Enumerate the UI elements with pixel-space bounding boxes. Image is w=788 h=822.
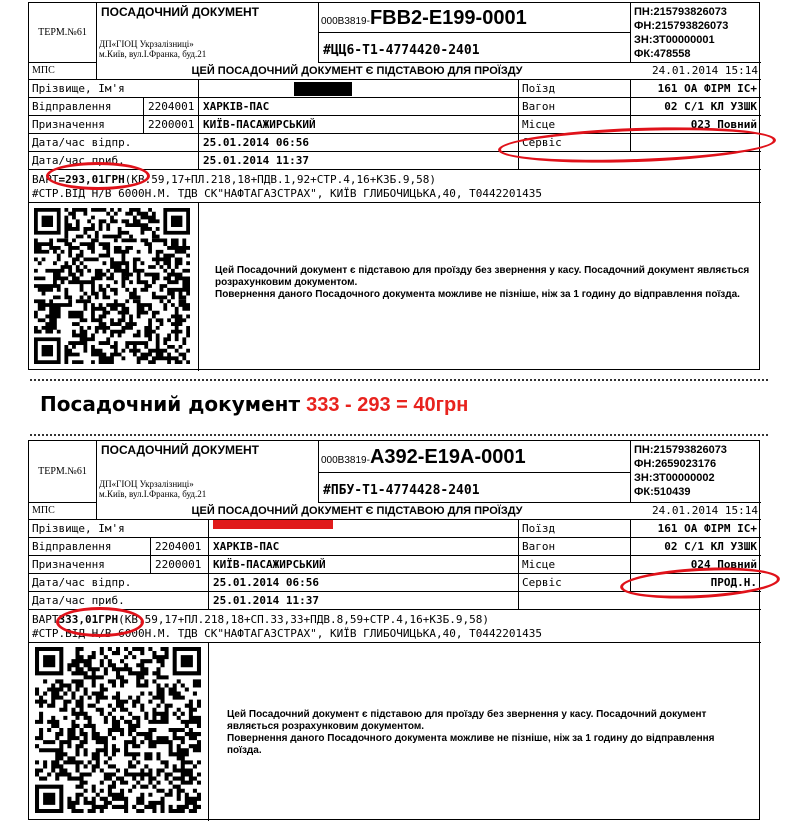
serial-number <box>319 441 631 473</box>
passenger-value <box>199 80 519 98</box>
train-value: 161 ОА ФІРМ ІС+ <box>631 520 761 538</box>
destination-station: КИЇВ-ПАСАЖИРСЬКИЙ <box>209 556 519 574</box>
serial-code: А392-Е19А-0001 <box>369 446 526 468</box>
mps-label: МПС <box>29 63 97 80</box>
fiscal-pn: ПН:215793826073 <box>634 6 727 18</box>
service-label: Сервіс <box>519 574 631 592</box>
departure-time-label: Дата/час відпр. <box>29 574 209 592</box>
serial-number <box>319 3 631 33</box>
arrival-time: 25.01.2014 11:37 <box>209 592 519 610</box>
info-text <box>227 709 747 757</box>
seat-label: Місце <box>519 556 631 574</box>
arrival-time: 25.01.2014 11:37 <box>199 152 519 170</box>
issuer-box <box>97 3 319 63</box>
info-line-1: Цей Посадочний документ є підставою для проїзду без звернення у касу. Посадочний документ являється розрахунковим документом. <box>227 709 707 732</box>
qr-modules <box>35 647 201 813</box>
train-label: Поїзд <box>519 520 631 538</box>
info-text <box>215 265 755 301</box>
service-value: ПРОД.Н. <box>631 574 761 592</box>
departure-time-label: Дата/час відпр. <box>29 134 199 152</box>
price-difference: 333 - 293 = 40грн <box>306 394 469 416</box>
destination-label: Призначення <box>29 556 151 574</box>
issuer-line-1: ДП«ГІОЦ Укрзалізниці» <box>99 39 194 49</box>
destination-code: 2200001 <box>144 116 199 134</box>
service-label: Сервіс <box>519 134 631 152</box>
document-title: ПОСАДОЧНИЙ ДОКУМЕНТ <box>101 443 259 457</box>
cost-prefix: ВАРТ <box>32 613 59 626</box>
print-datetime: 24.01.2014 15:14 <box>617 503 761 520</box>
cost-prefix: ВАРТ <box>32 173 59 186</box>
fiscal-fn: ФН:215793826073 <box>634 20 729 32</box>
issuer-line-2: м.Київ, вул.І.Франка, буд.21 <box>99 489 207 499</box>
terminal-number: ТЕРМ.№61 <box>29 3 97 63</box>
cost-breakdown: (КВ.59,17+ПЛ.218,18+ПДВ.1,92+СТР.4,16+КЗБ.9,58) <box>124 173 436 186</box>
qr-code <box>34 208 190 364</box>
registration-number: #ПБУ-Т1-4774428-2401 <box>319 473 631 503</box>
insurance-line: #СТР.ВІД Н/В 6000Н.М. ТДВ СК"НАФТАГАЗСТРАХ", КИЇВ ГЛИБОЧИЦЬКА,40, Т0442201435 <box>29 627 761 643</box>
cut-line-bottom <box>30 434 768 436</box>
annotation-oval-cost <box>56 607 144 637</box>
departure-time: 25.01.2014 06:56 <box>209 574 519 592</box>
ticket-1 <box>28 2 760 370</box>
wagon-label: Вагон <box>519 98 631 116</box>
arrival-time-label: Дата/час приб. <box>29 592 209 610</box>
registration-number: #ЦЦ6-Т1-4774420-2401 <box>319 33 631 63</box>
info-line-2: Повернення даного Посадочного документа можливе не пізніше, ніж за 1 годину до відправлення поїзда. <box>215 289 740 300</box>
terminal-number: ТЕРМ.№61 <box>29 441 97 503</box>
serial-prefix: 000В3819- <box>321 455 370 466</box>
fiscal-zn: ЗН:ЗТ00000001 <box>634 34 715 46</box>
passenger-label: Прізвище, Ім'я <box>29 80 199 98</box>
fiscal-zn: ЗН:ЗТ00000002 <box>634 472 715 484</box>
qr-box <box>29 203 199 371</box>
seat-value: 024 Повний <box>631 556 761 574</box>
cost-amount: 333,01ГРН <box>58 613 119 626</box>
fiscal-pn: ПН:215793826073 <box>634 444 727 456</box>
print-datetime: 24.01.2014 15:14 <box>617 63 761 80</box>
seat-label: Місце <box>519 116 631 134</box>
fiscal-fn: ФН:2659023176 <box>634 458 717 470</box>
wagon-label: Вагон <box>519 538 631 556</box>
serial-prefix: 000В3819- <box>321 16 370 27</box>
departure-label: Відправлення <box>29 98 144 116</box>
fiscal-fk: ФК:510439 <box>634 486 691 498</box>
destination-code: 2200001 <box>151 556 209 574</box>
insurance-line: #СТР.ВІД Н/В 6000Н.М. ТДВ СК"НАФТАГАЗСТРАХ", КИЇВ ГЛИБОЧИЦЬКА,40, Т0442201435 <box>29 187 761 203</box>
annotation-oval-cost <box>46 162 150 190</box>
page-heading <box>40 392 468 417</box>
issuer-line-1: ДП«ГІОЦ Укрзалізниці» <box>99 479 194 489</box>
departure-station: ХАРКІВ-ПАС <box>199 98 519 116</box>
departure-code: 2204001 <box>144 98 199 116</box>
cost-amount: =293,01ГРН <box>58 173 125 186</box>
wagon-value: 02 С/1 КЛ УЗШК <box>631 538 761 556</box>
ticket-2 <box>28 440 760 820</box>
cut-line-top <box>30 379 768 381</box>
info-line-2: Повернення даного Посадочного документа можливе не пізніше, ніж за 1 годину до відправлення поїзда. <box>227 733 715 756</box>
departure-code: 2204001 <box>151 538 209 556</box>
destination-label: Призначення <box>29 116 144 134</box>
fiscal-fk: ФК:478558 <box>634 48 691 60</box>
train-value: 161 ОА ФІРМ ІС+ <box>631 80 761 98</box>
mps-label: МПС <box>29 503 97 520</box>
wagon-value: 02 С/1 КЛ УЗШК <box>631 98 761 116</box>
redaction-bar <box>213 520 333 529</box>
document-title: ПОСАДОЧНИЙ ДОКУМЕНТ <box>101 5 259 19</box>
qr-code <box>35 647 201 813</box>
serial-code: FBB2-E199-0001 <box>369 7 527 29</box>
departure-station: ХАРКІВ-ПАС <box>209 538 519 556</box>
qr-modules <box>34 208 190 364</box>
issuer-line-2: м.Київ, вул.І.Франка, буд.21 <box>99 49 207 59</box>
departure-label: Відправлення <box>29 538 151 556</box>
departure-time: 25.01.2014 06:56 <box>199 134 519 152</box>
fiscal-block <box>631 3 761 63</box>
passenger-label: Прізвище, Ім'я <box>29 520 209 538</box>
validity-banner: ЦЕЙ ПОСАДОЧНИЙ ДОКУМЕНТ Є ПІДСТАВОЮ ДЛЯ ПРОЇЗДУ <box>97 503 617 520</box>
issuer-box <box>97 441 319 503</box>
redaction-bar <box>294 82 352 96</box>
info-line-1: Цей Посадочний документ є підставою для проїзду без звернення у касу. Посадочний документ являється розрахунковим документом. <box>215 265 750 288</box>
destination-station: КИЇВ-ПАСАЖИРСЬКИЙ <box>199 116 519 134</box>
fiscal-block <box>631 441 761 503</box>
arrival-time-label: Дата/час приб. <box>29 152 199 170</box>
train-label: Поїзд <box>519 80 631 98</box>
validity-banner: ЦЕЙ ПОСАДОЧНИЙ ДОКУМЕНТ Є ПІДСТАВОЮ ДЛЯ ПРОЇЗДУ <box>97 63 617 80</box>
qr-box <box>29 643 209 821</box>
seat-value: 023 Повний <box>631 116 761 134</box>
heading-title: Посадочний документ <box>40 392 301 416</box>
cost-breakdown: (КВ.59,17+ПЛ.218,18+СП.33,33+ПДВ.8,59+СТР.4,16+КЗБ.9,58) <box>118 613 489 626</box>
